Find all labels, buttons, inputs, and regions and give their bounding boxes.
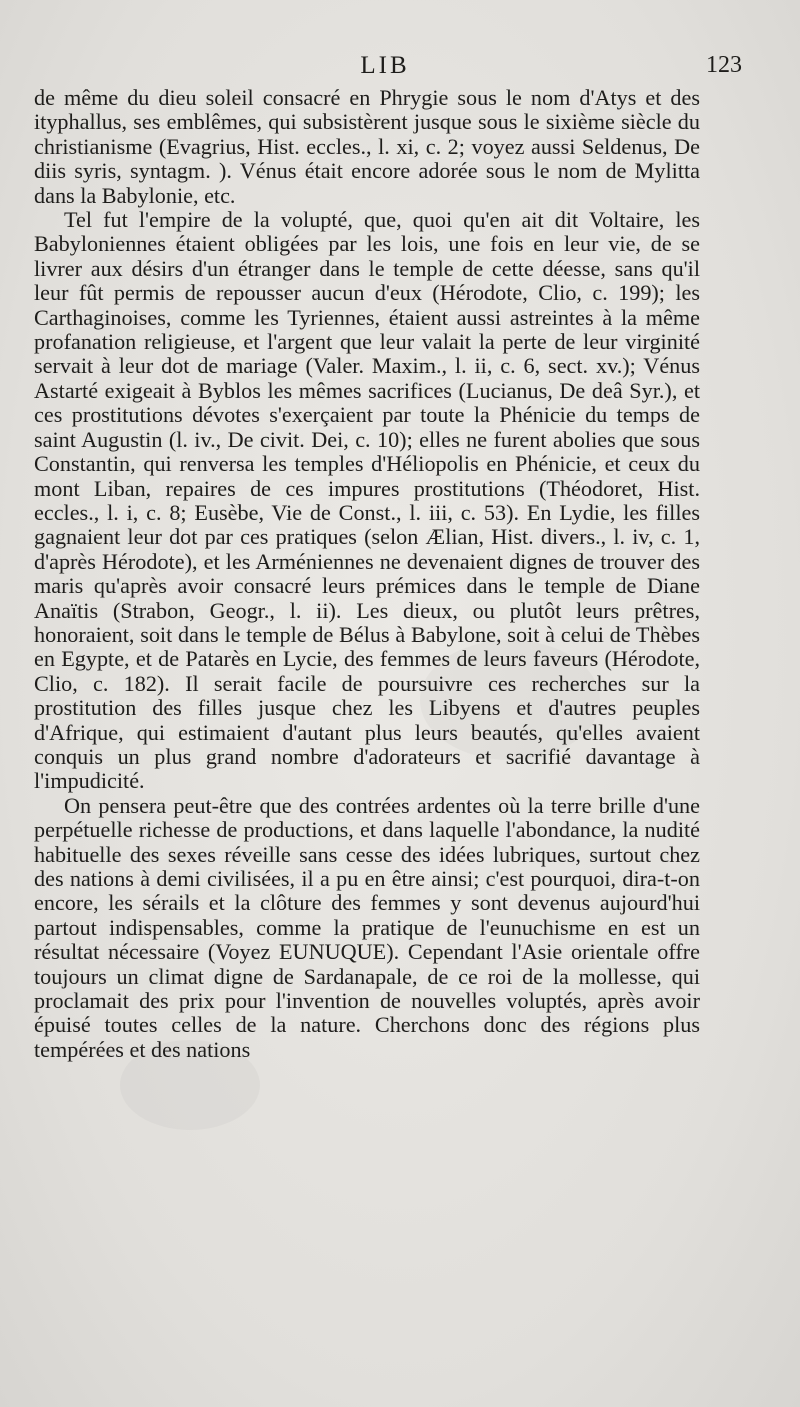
page-number: 123 bbox=[706, 52, 742, 78]
running-head bbox=[40, 52, 742, 88]
running-title: LIB bbox=[360, 52, 410, 79]
paragraph-2: Tel fut l'empire de la volupté, que, quoi qu'en ait dit Voltaire, les Babyloniennes étaient obligées par les lois, une fois en leur vie, de se livrer aux désirs d'un étranger dans le temple de cette déesse, sans qu'il leur fût permis de repousser aucun d'eux (Hérodote, Clio, c. 199); les Carthaginoises, comme les Tyriennes, étaient aussi astreintes à la même profanation religieuse, et l'argent que leur valait la perte de leur virginité servait à leur dot de mariage (Valer. Maxim., l. ii, c. 6, sect. xv.); Vénus Astarté exigeait à Byblos les mêmes sacrifices (Lucianus, De deâ Syr.), et ces prostitutions dévotes s'exerçaient par toute la Phénicie du temps de saint Augustin (l. iv., De civit. Dei, c. 10); elles ne furent abolies que sous Constantin, qui renversa les temples d'Héliopolis en Phénicie, et ceux du mont Liban, repaires de ces impures prostitutions (Théodoret, Hist. eccles., l. i, c. 8; Eusèbe, Vie de Const., l. iii, c. 53). En Lydie, les filles gagnaient leur dot par ces pratiques (selon Ælian, Hist. divers., l. iv, c. 1, d'après Hérodote), et les Arméniennes ne devenaient dignes de trouver des maris qu'après avoir consacré leurs prémices dans le temple de Diane Anaïtis (Strabon, Geogr., l. ii). Les dieux, ou plutôt leurs prêtres, honoraient, soit dans le temple de Bélus à Babylone, soit à celui de Thèbes en Egypte, et de Patarès en Lycie, des femmes de leurs faveurs (Hérodote, Clio, c. 182). Il serait facile de poursuivre ces recherches sur la prostitution des filles jusque chez les Libyens et d'autres peuples d'Afrique, qui estimaient d'autant plus leurs beautés, qu'elles avaient conquis un plus grand nombre d'adorateurs et sacrifié davantage à l'impudicité. bbox=[34, 207, 700, 794]
paragraph-3: On pensera peut-être que des contrées ardentes où la terre brille d'une perpétuelle richesse de productions, et dans laquelle l'abondance, la nudité habituelle des sexes réveille sans cesse des idées lubriques, surtout chez des nations à demi civilisées, il a pu en être ainsi; c'est pourquoi, dira-t-on encore, les sérails et la clôture des femmes y sont devenus aujourd'hui partout indispensables, comme la pratique de l'eunuchisme en est un résultat nécessaire (Voyez EUNUQUE). Cependant l'Asie orientale offre toujours un climat digne de Sardanapale, de ce roi de la mollesse, qui proclamait des prix pour l'invention de nouvelles voluptés, après avoir épuisé toutes celles de la nature. Cherchons donc des régions plus tempérées et des nations bbox=[34, 792, 700, 1062]
paragraph-1: de même du dieu soleil consacré en Phrygie sous le nom d'Atys et des ityphallus, ses emblêmes, qui subsistèrent jusque sous le sixième siècle du christianisme (Evagrius, Hist. eccles., l. xi, c. 2; voyez aussi Seldenus, De diis syris, syntagm. ). Vénus était encore adorée sous le nom de Mylitta dans la Babylonie, etc. bbox=[34, 85, 700, 208]
body-text bbox=[34, 86, 700, 1062]
